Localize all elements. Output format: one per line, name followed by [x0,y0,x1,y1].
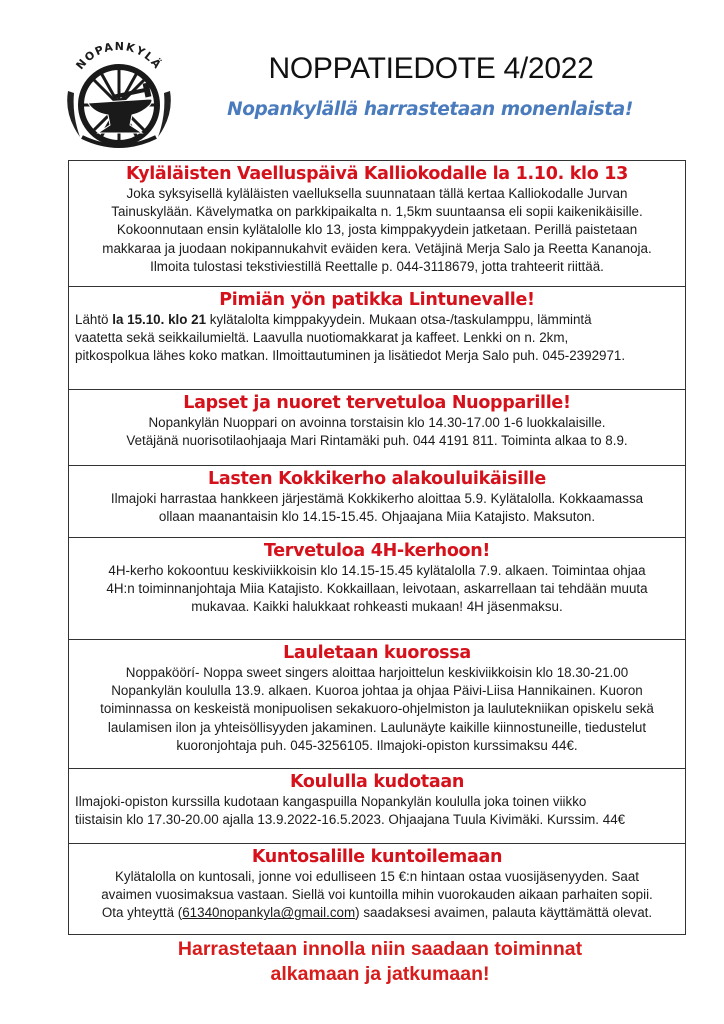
event-title: Kyläläisten Vaelluspäivä Kalliokodalle la 1.10. klo 13 [125,164,629,184]
logo-text: NOPANKYLÄ [73,39,165,73]
newsletter-subtitle: Nopankylällä harrastetaan monenlaista! [227,99,633,120]
event-description [69,562,685,617]
text-line: ollaan maanantaisin klo 14.15-15.45. Ohjaajana Miia Katajisto. Maksuton. [158,509,596,525]
closing-slogan [100,937,660,987]
text-line: kylätalolta kimppakyydein. Mukaan otsa-/taskulamppu, lämmintä [206,312,592,327]
text-line: Nopankylän koululla 13.9. alkaen. Kuoroa johtaa ja ohjaa Päivi-Liisa Hannikainen. Kuoron [111,683,643,699]
text-line: Ilmajoki-opiston kurssilla kudotaan kangaspuilla Nopankylän koululla joka toinen viikko [75,794,587,809]
text-line: pitkospolkua lähes koko matkan. Ilmoittautuminen ja lisätiedot Merja Salo puh. 045-2392971. [75,348,626,364]
text-line: Tainuskylään. Kävelymatka on parkkipaikalta n. 1,5km suuntaansa eli sopii kaikenikäisille. [111,204,643,220]
text-line: tiistaisin klo 17.30-20.00 ajalla 13.9.2022-16.5.2023. Ohjaajana Tuula Kivimäki. Kurssim. 44€ [75,812,626,828]
event-description [69,185,685,276]
event-section-4h-club [69,538,685,640]
event-description [69,793,685,829]
text-line: Ilmoita tulostasi tekstiviestillä Reettalle p. 044-3118679, jotta trahteerit riittää. [150,258,604,274]
event-section-gym [69,844,685,936]
text-line: kuoronjohtaja puh. 045-3256105. Ilmajoki-opiston kurssimaksu 44€. [176,737,578,753]
slogan-line: Harrastetaan innolla niin saadaan toiminnat [177,938,583,960]
text-line: 4H:n toiminnanjohtaja Miia Katajisto. Kokkaillaan, leivotaan, askarrellaan tai tehdään muuta [106,581,648,597]
newsletter-title: NOPPATIEDOTE 4/2022 [268,52,594,85]
event-section-weaving [69,769,685,844]
text-line: Kokoonnutaan ensin kylätalolle klo 13, josta kimppakyydein jatketaan. Perillä paistetaan [116,222,638,238]
event-title: Koululla kudotaan [289,772,465,792]
contact-email-link[interactable]: 61340nopankyla@gmail.com [182,905,356,921]
event-description [69,868,685,923]
event-description [69,311,685,366]
text-line: Noppaköörí- Noppa sweet singers aloittaa harjoittelun keskiviikkoisin klo 18.30-21.00 [125,665,629,680]
event-description [69,414,685,450]
text-line: toiminnassa on keskeistä monipuolisen sekakuoro-ohjelmiston ja laulutekniikan opiskelu sekä [100,701,654,717]
event-description [69,490,685,526]
text-line: 4H-kerho kokoontuu keskiviikkoisin klo 14.15-15.45 kylätalolla 7.9. alkaen. Toimintaa ohjaa [108,563,646,578]
text-line: Ota yhteyttä ( [101,905,183,921]
text-line: Nopankylän Nuoppari on avoinna torstaisin klo 14.30-17.00 1-6 luokkalaisille. [148,415,606,430]
event-title: Tervetuloa 4H-kerhoon! [263,541,491,561]
event-title: Pimiän yön patikka Lintunevalle! [219,290,535,310]
text-line: Vetäjänä nuorisotilaohjaaja Mari Rintamäki puh. 044 4191 811. Toiminta alkaa to 8.9. [126,433,628,449]
text-line: Kylätalolla on kuntosali, jonne voi edulliseen 15 €:n hintaan ostaa vuosijäsenyyden. Saat [114,869,640,884]
event-section-hiking-day [69,161,685,287]
event-section-night-hike [69,287,685,390]
event-title: Lapset ja nuoret tervetuloa Nuopparille! [183,393,571,413]
text-line: Lähtö [75,312,113,327]
text-line: laulamisen ilon ja yhteisöllisyyden jakaminen. Laulunäyte kaikille kiinnostuneille, tiedustelut [107,719,647,735]
text-line: makkaraa ja juodaan nokipannukahvit eväiden kera. Vetäjinä Merja Salo ja Reetta Kananoja. [102,240,652,256]
event-title: Kuntosalille kuntoilemaan [251,847,503,867]
wheel-anvil-logo-icon [58,33,180,155]
text-line: mukavaa. Kaikki halukkaat rohkeasti mukaan! 4H jäsenmaksu. [191,599,563,615]
event-section-cooking-club [69,466,685,538]
text-line: vaatetta sekä seikkailumieltä. Laavulla nuotiomakkarat ja kaffeet. Lenkki on n. 2km, [75,330,569,346]
text-line: avaimen vuosimaksua vastaan. Siellä voi kuntoilla mihin vuorokauden aikaan parhaiten sopii. [101,887,653,903]
event-title: Lasten Kokkikerho alakouluikäisille [208,469,546,489]
event-datetime: la 15.10. klo 21 [112,312,207,327]
slogan-line: alkamaan ja jatkumaan! [270,963,490,985]
text-line: Joka syksyisellä kyläläisten vaelluksella suunnataan tällä kertaa Kalliokodalle Jurvan [126,186,628,201]
event-section-choir [69,640,685,769]
event-section-youth-club [69,390,685,466]
event-title: Lauletaan kuorossa [283,643,471,663]
text-line: Ilmajoki harrastaa hankkeen järjestämä Kokkikerho aloittaa 5.9. Kylätalolla. Kokkaamassa [110,491,644,506]
events-box [68,160,686,935]
text-line: ) saadaksesi avaimen, palauta käyttämättä olevat. [355,905,653,921]
event-description [69,664,685,755]
